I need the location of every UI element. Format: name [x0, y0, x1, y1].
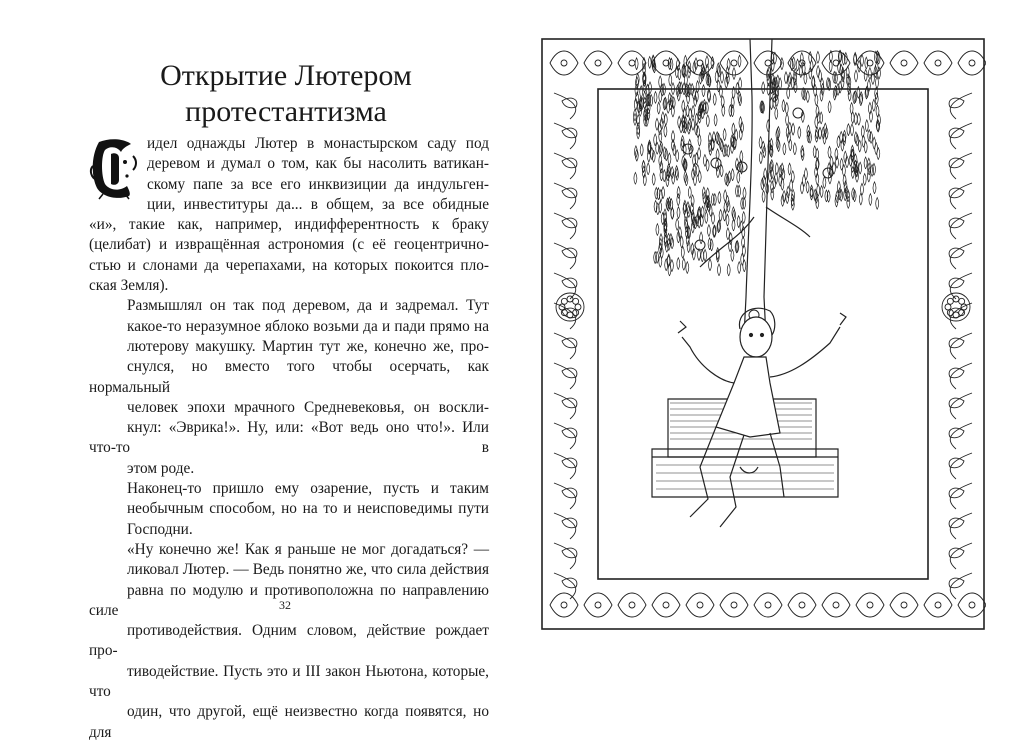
luther-under-apple-tree-illustration — [540, 37, 986, 631]
text-line: «Ну конечно же! Как я раньше не мог догадаться? — — [127, 540, 489, 558]
left-page — [0, 0, 512, 741]
text-line: человек эпохи мрачного Средневековья, он воскли- — [127, 398, 489, 416]
text-line: какое-то неразумное яблоко возьми да и пади прямо на — [127, 317, 489, 335]
text-line: необычным способом, но на то и неисповедимы пути — [127, 500, 489, 518]
text-line: деревом и думал о том, как бы насолить ватикан- — [147, 155, 489, 173]
text-line: ликовал Лютер. — Ведь понятно же, что сила действия — [127, 561, 489, 579]
text-line: равна по модулю и противоположна по направлению силе — [89, 581, 489, 619]
paragraph-3 — [89, 479, 489, 540]
text-line: лютерову макушку. Мартин тут же, конечно же, про- — [127, 337, 489, 355]
text-line: этом роде. — [127, 459, 195, 477]
drop-cap — [89, 136, 139, 200]
text-line: скому папе за все его инквизиции да индульген- — [147, 175, 489, 193]
text-line: (целибат) и извращённая астрономия (с её геоцентрично- — [89, 236, 489, 254]
body-text — [89, 134, 489, 743]
paragraph-2 — [89, 296, 489, 479]
paragraph-1 — [89, 134, 489, 296]
tree — [634, 39, 881, 337]
text-line: Наконец-то пришло ему озарение, пусть и таким — [127, 480, 489, 498]
chapter-title-line-2: протестантизма — [185, 95, 387, 128]
text-line: стью и слонами да черепахами, на которых покоится пло- — [89, 256, 489, 274]
luther-figure — [678, 308, 846, 527]
page-number: 32 — [279, 598, 291, 612]
text-line: противодействия. Одним словом, действие рождает про- — [89, 622, 489, 660]
text-line: «и», такие как, например, индифферентность к браку — [89, 216, 489, 234]
text-line: снулся, но вместо того чтобы осерчать, как нормальный — [89, 358, 489, 396]
text-line: Господни. — [127, 520, 193, 538]
chapter-title — [96, 58, 476, 130]
text-line: тиводействие. Пусть это и III закон Ньютона, которые, что — [89, 662, 489, 701]
text-line: Размышлял он так под деревом, да и задремал. Тут — [127, 297, 489, 315]
text-line: кнул: «Эврика!». Ну, или: «Вот ведь оно что!». Или что-то в — [89, 419, 489, 457]
paragraph-4 — [89, 540, 489, 743]
text-line: один, что другой, ещё неизвестно когда появятся, но для — [89, 703, 489, 741]
chapter-title-line-1: Открытие Лютером — [160, 59, 412, 92]
text-line: ская Земля). — [89, 277, 169, 295]
text-line: ции, инвеституры да... в общем, за все обидные — [147, 195, 489, 213]
text-line: идел однажды Лютер в монастырском саду под — [147, 135, 489, 152]
